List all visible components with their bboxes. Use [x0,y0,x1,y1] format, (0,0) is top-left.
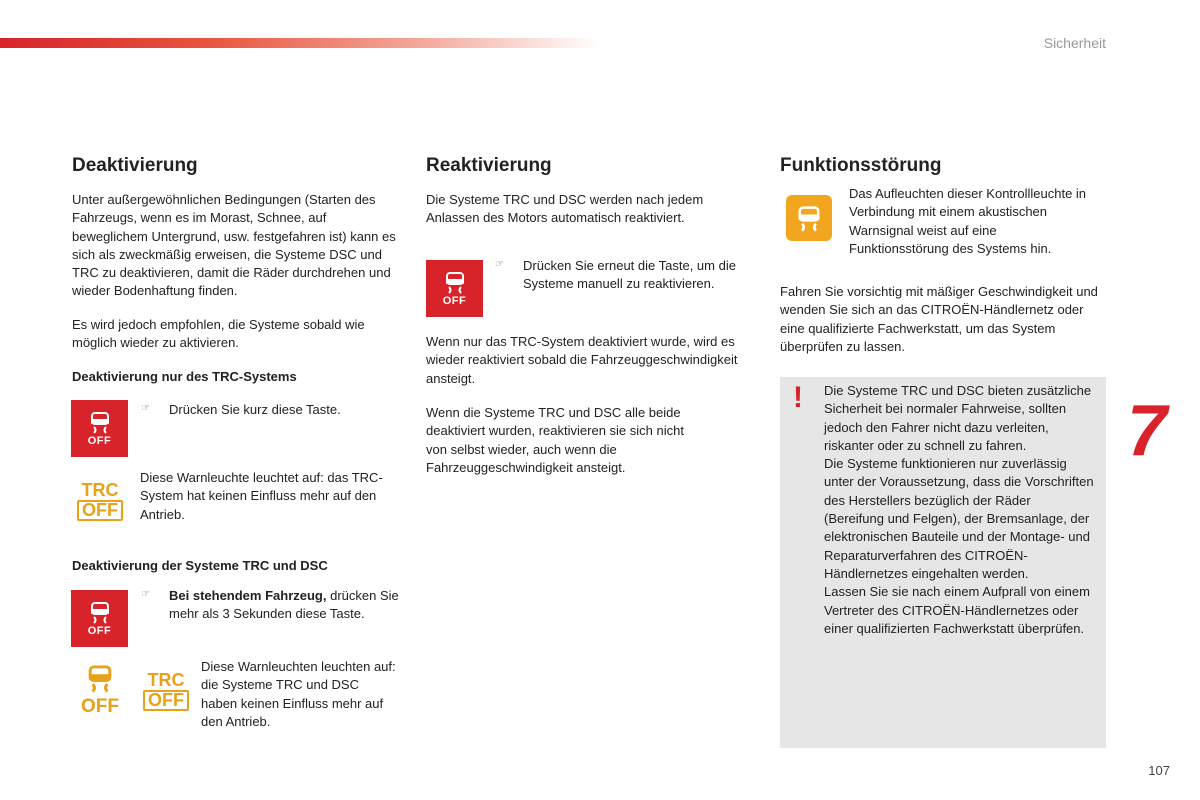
trc-off-warning-lamp-icon: TRC OFF [77,480,123,521]
skid-car-icon [794,204,824,232]
fault-lamp-description: Das Aufleuchten dieser Kontrollleuchte in Verbindung mit einem akustischen Warnsignal weist auf eine Funktionsstörung des Systems hin. [849,186,1087,256]
step-press-short: Drücken Sie kurz diese Taste. [169,402,341,417]
off-label: OFF [87,625,112,637]
chapter-number: 7 [1127,391,1168,471]
fault-advice: Fahren Sie vorsichtig mit mäßiger Geschwindigkeit und wenden Sie sich an das CITROËN-Händlernetz oder eine qualifizierte Fachwerkstatt, um das System überprüfen zu lassen. [780,284,1098,354]
trc-dsc-off-button-icon [71,590,128,647]
column-deaktivierung [72,155,400,301]
header-accent-bar [0,38,600,48]
skid-car-icon [442,270,468,294]
lamp-trc-description: Diese Warnleuchte leuchtet auf: das TRC-System hat keinen Einfluss mehr auf den Antrieb. [140,470,383,522]
column-reaktivierung [426,155,754,228]
dsc-fault-warning-lamp-icon [786,195,832,241]
deaktivierung-recommendation: Es wird jedoch empfohlen, die Systeme sobald wie möglich wieder zu aktivieren. [72,317,365,351]
skid-car-icon [87,600,113,624]
reaktivierung-trc-dsc: Wenn die Systeme TRC und DSC alle beide deaktiviert wurden, reaktivieren sie sich nicht von selbst wieder, auch wenn die Fahrzeuggeschwindigkeit ansteigt. [426,405,684,475]
subheading-trc-only: Deaktivierung nur des TRC-Systems [72,369,297,384]
warning-paragraph-2: Die Systeme funktionieren nur zuverlässig unter der Voraussetzung, dass die Vorschriften des Herstellers bezüglich der Räder (Bereifung und Felgen), der Bremsanlage, der elektronischen Bauteile und der Montage- und Reparaturverfahren des CITROËN-Händlernetzes eingehalten werden. [824,456,1094,581]
bullet-icon: ☞ [495,259,504,270]
bullet-icon: ☞ [141,589,150,600]
subheading-trc-dsc: Deaktivierung der Systeme TRC und DSC [72,558,328,573]
off-label: OFF [87,435,112,447]
warning-paragraph-3: Lassen Sie sie nach einem Aufprall von einem Vertreter des CITROËN-Händlernetzes oder einer qualifizierten Fachwerkstatt überprüfen. [824,584,1090,636]
lamps-trc-dsc-description: Diese Warnleuchten leuchten auf: die Systeme TRC und DSC haben keinen Einfluss mehr auf den Antrieb. [201,659,396,729]
step-press-again: Drücken Sie erneut die Taste, um die Systeme manuell zu reaktivieren. [523,258,736,292]
page-number: 107 [1148,763,1170,778]
reaktivierung-trc-only: Wenn nur das TRC-System deaktiviert wurde, wird es wieder reaktiviert sobald die Fahrzeuggeschwindigkeit ansteigt. [426,334,738,386]
trc-off-warning-lamp-icon: TRC OFF [143,670,189,711]
bullet-icon: ☞ [141,403,150,414]
heading-funktionsstoerung: Funktionsstörung [780,155,942,176]
warning-box [780,377,1106,748]
section-title: Sicherheit [1043,35,1106,51]
warning-paragraph-1: Die Systeme TRC und DSC bieten zusätzliche Sicherheit bei normaler Fahrweise, sollten jedoch den Fahrer nicht dazu verleiten, riskanter oder zu schnell zu fahren. [824,383,1092,453]
dsc-off-warning-lamp-icon: OFF [80,663,120,716]
warning-exclamation-icon: ! [793,381,803,414]
heading-reaktivierung: Reaktivierung [426,155,552,176]
trc-off-button-icon [71,400,128,457]
deaktivierung-intro: Unter außergewöhnlichen Bedingungen (Starten des Fahrzeugs, wenn es im Morast, Schnee, auf beweglichem Untergrund, usw. festgefahren ist) kann es sich als zweckmäßig erweisen, die Systeme DSC und TRC zu deaktivieren, damit die Räder durchdrehen und wieder Bodenhaftung finden. [72,192,396,299]
warning-text [824,382,1094,638]
skid-car-icon [84,663,116,693]
trc-dsc-reactivate-button-icon [426,260,483,317]
skid-car-icon [87,410,113,434]
heading-deaktivierung: Deaktivierung [72,155,198,176]
off-label: OFF [442,295,467,307]
reaktivierung-intro: Die Systeme TRC und DSC werden nach jedem Anlassen des Motors automatisch reaktiviert. [426,192,704,226]
step-press-long: Bei stehendem Fahrzeug, drücken Sie mehr als 3 Sekunden diese Taste. [169,588,399,622]
